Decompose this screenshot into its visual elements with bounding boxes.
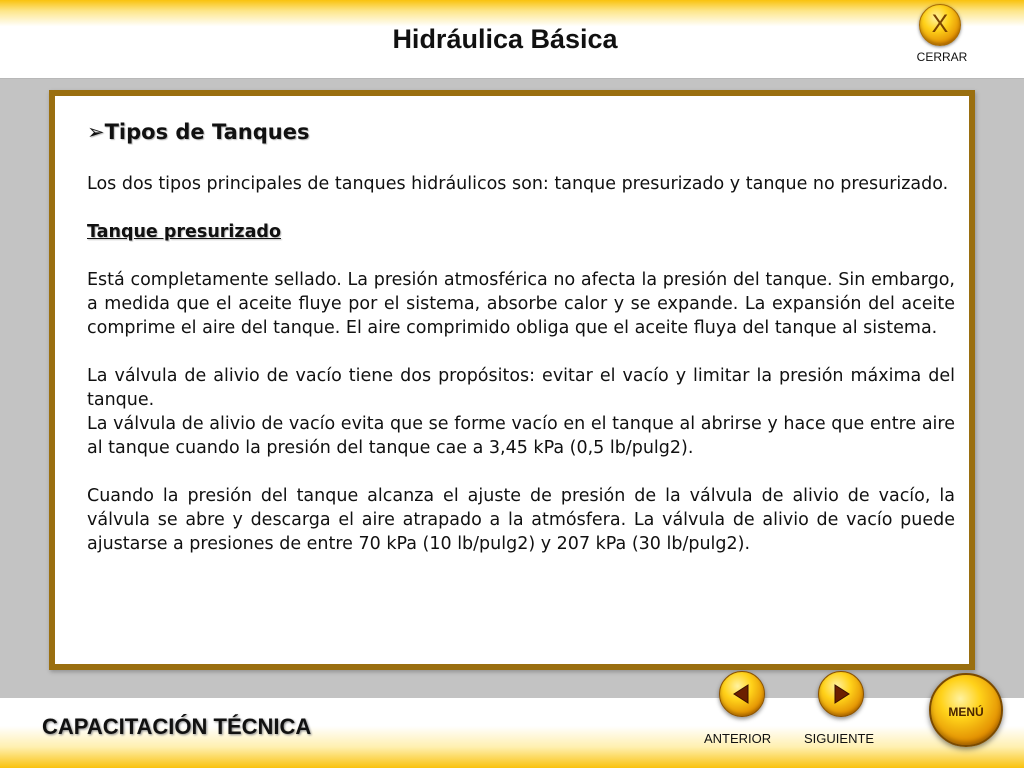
close-button[interactable] bbox=[919, 4, 961, 46]
paragraph-3: La válvula de alivio de vacío evita que se forme vacío en el tanque al abrirse y hace que entre aire al tanque cuando la presión del tanque cae a 3,45 kPa (0,5 lb/pulg2). bbox=[87, 414, 955, 458]
previous-label: ANTERIOR bbox=[704, 731, 772, 746]
intro-paragraph: Los dos tipos principales de tanques hidráulicos son: tanque presurizado y tanque no presurizado. bbox=[87, 174, 949, 194]
brand-label: CAPACITACIÓN TÉCNICA bbox=[42, 714, 312, 739]
previous-button[interactable] bbox=[719, 671, 765, 717]
triangle-right-icon bbox=[829, 682, 853, 706]
content-panel bbox=[49, 90, 975, 670]
section-heading bbox=[87, 120, 955, 144]
paragraph-2: La válvula de alivio de vacío tiene dos propósitos: evitar el vacío y limitar la presión máxima del tanque. bbox=[87, 366, 955, 410]
paragraph-1: Está completamente sellado. La presión atmosférica no afecta la presión del tanque. Sin embargo, a medida que el aceite fluye por el sistema, absorbe calor y se expande. La expansión del aceite comprime el aire del tanque. El aire comprimido obliga que el aceite fluya del tanque al sistema. bbox=[87, 270, 955, 338]
section-heading-text: Tipos de Tanques bbox=[104, 120, 310, 144]
next-button[interactable] bbox=[818, 671, 864, 717]
triangle-left-icon bbox=[730, 682, 754, 706]
content-text bbox=[87, 120, 955, 556]
subheading: Tanque presurizado bbox=[87, 222, 281, 242]
menu-label: MENÚ bbox=[948, 705, 984, 719]
menu-button[interactable] bbox=[929, 673, 1003, 747]
close-x-icon: X bbox=[931, 9, 949, 38]
paragraph-4: Cuando la presión del tanque alcanza el ajuste de presión de la válvula de alivio de vacío, la válvula se abre y descarga el aire atrapado a la atmósfera. La válvula de alivio de vacío puede ajustarse a presiones de entre 70 kPa (10 lb/pulg2) y 207 kPa (30 lb/pulg2). bbox=[87, 486, 955, 554]
page-title: Hidráulica Básica bbox=[392, 24, 618, 54]
header-bar bbox=[0, 0, 1024, 79]
next-label: SIGUIENTE bbox=[804, 731, 875, 746]
close-label: CERRAR bbox=[916, 50, 968, 64]
arrow-bullet-icon: ➢ bbox=[87, 120, 105, 144]
